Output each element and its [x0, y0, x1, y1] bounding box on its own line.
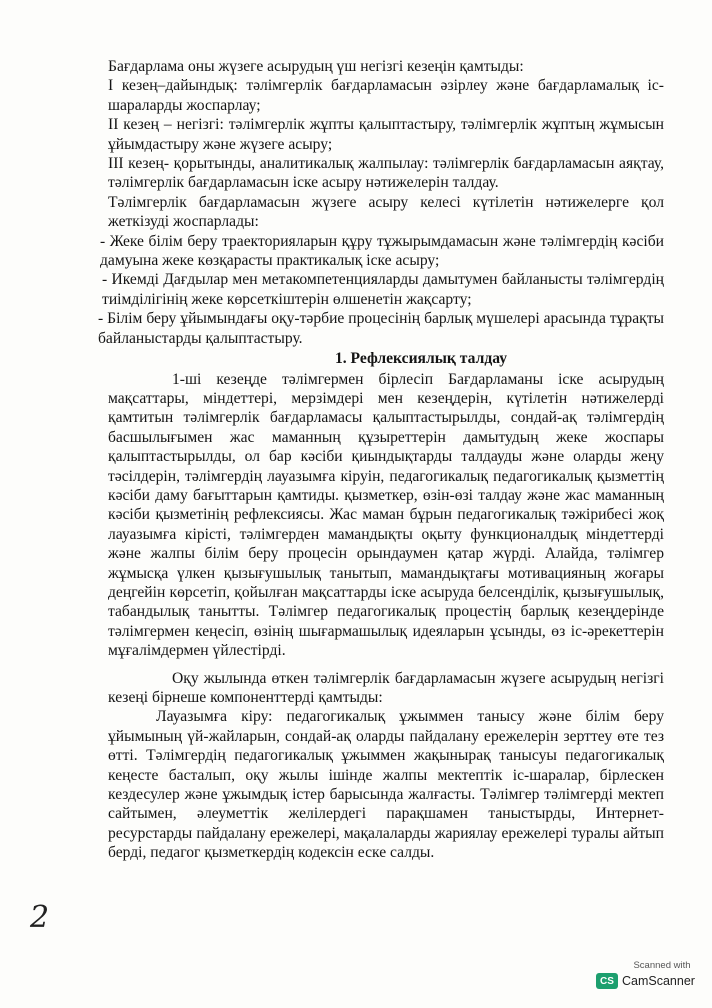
watermark-brand: CamScanner — [622, 974, 695, 988]
section-heading: 1. Рефлексиялық талдау — [334, 350, 508, 368]
intro-paragraph: Бағдарлама оны жүзеге асырудың үш негізгі кезеңін қамтыды: — [108, 58, 524, 75]
stage-2-paragraph: ІІ кезең – негізгі: тәлімгерлік жұпты қалыптастыру, тәлімгерлік жұптың жұмысын ұйымдастыру және жүзеге асыру; — [108, 116, 664, 153]
page-number: 2 — [30, 900, 50, 935]
body-paragraph-1: 1-ші кезеңде тәлімгермен бірлесіп Бағдарламаны іске асырудың мақсаттары, міндеттері, мерзімдері мен кезеңдерін, күтілетін нәтижелерді қамтитын тәлімгерлік бағдарламасы қалыптастырылды, сондай-ақ тәлімгердің басшылығымен жас маманның құзыреттерін дамытудың жеке жоспары қалыптастырылды, ол бар кәсіби қиындықтарды талдауды және оларды жеңу тәсілдерін, тәлімгердің лауазымға кіруін, педагогикалық педагогикалық қызметтің кәсіби даму бағыттарын қамтиды. қызметкер, өзін-өзі талдау және жас маманның кәсіби қызметінің рефлексиясы. Жас маман бұрын педагогикалық тәжірибесі жоқ лауазымға кірісті, тәлімгерден мамандықты оқыту функционалдық міндеттерді және жалпы білім беру процесін орындаумен қатар жүрді. Алайда, тәлімгер жұмысқа үлкен қызығушылық танытып, мамандықтағы мотивацияның жоғары деңгейін көрсетіп, қойылған мақсаттарды іске асыруда белсенділік, қызығушылық, табандылық танытты. Тәлімгер педагогикалық процестің барлық кезеңдерінде тәлімгермен кеңесіп, өзінің шығармашылық идеяларын ұсынды, өз іс-әрекеттерін мұғалімдермен үйлестірді. — [108, 370, 664, 660]
stage-1-paragraph: І кезең–дайындық: тәлімгерлік бағдарламасын әзірлеу және бағдарламалық іс-шараларды жоспарлау; — [108, 77, 664, 114]
result-item-3: - Білім беру ұйымындағы оқу-тәрбие процесінің барлық мүшелері арасында тұрақты байланыстарды қалыптастыру. — [98, 310, 664, 347]
expected-results-paragraph: Тәлімгерлік бағдарламасын жүзеге асыру келесі күтілетін нәтижелерге қол жеткізуді жоспарлады: — [108, 193, 664, 231]
result-item-2: - Икемді Дағдылар мен метакомпетенцияларды дамытумен байланысты тәлімгердің тиімділігінің жеке көрсеткіштерін өлшенетін жақсарту; — [102, 271, 664, 308]
camscanner-watermark — [596, 960, 706, 1002]
document-body — [98, 57, 664, 863]
result-item-1: - Жеке білім беру траекторияларын құру тұжырымдамасын және тәлімгердің кәсіби дамуына жеке көзқарасты практикалық іске асыру; — [100, 232, 664, 270]
body-paragraph-3: Лауазымға кіру: педагогикалық ұжыммен танысу және білім беру ұйымының үй-жайларын, сондай-ақ оларды пайдалану ережелерін зерттеу өте тез өтті. Тәлімгердің педагогикалық ұжыммен жақынырақ танысуы педагогикалық кеңесте басталып, оқу жылы ішінде жалпы мектептік іс-шаралар, бірлескен кездесулер және ұжымдық істер барысында жалғасты. Тәлімгер тәлімгерді мектеп сайтымен, әлеуметтік желілердегі парақшамен таныстырды, Интернет-ресурстарды пайдалану ережелері, мақалаларды жариялау ережелері туралы айтып берді, педагог қызметкердің кодексін еске салды. — [108, 708, 664, 862]
stage-3-paragraph: ІІІ кезең- қорытынды, аналитикалық жалпылау: тәлімгерлік бағдарламасын аяқтау, тәлімгерлік бағдарламасын іске асыру нәтижелерін талдау. — [108, 155, 664, 192]
camscanner-logo-icon: CS — [596, 973, 618, 989]
body-paragraph-2: Оқу жылында өткен тәлімгерлік бағдарламасын жүзеге асырудың негізгі кезеңі бірнеше компоненттерді қамтыды: — [108, 669, 664, 706]
watermark-caption: Scanned with — [633, 960, 691, 971]
